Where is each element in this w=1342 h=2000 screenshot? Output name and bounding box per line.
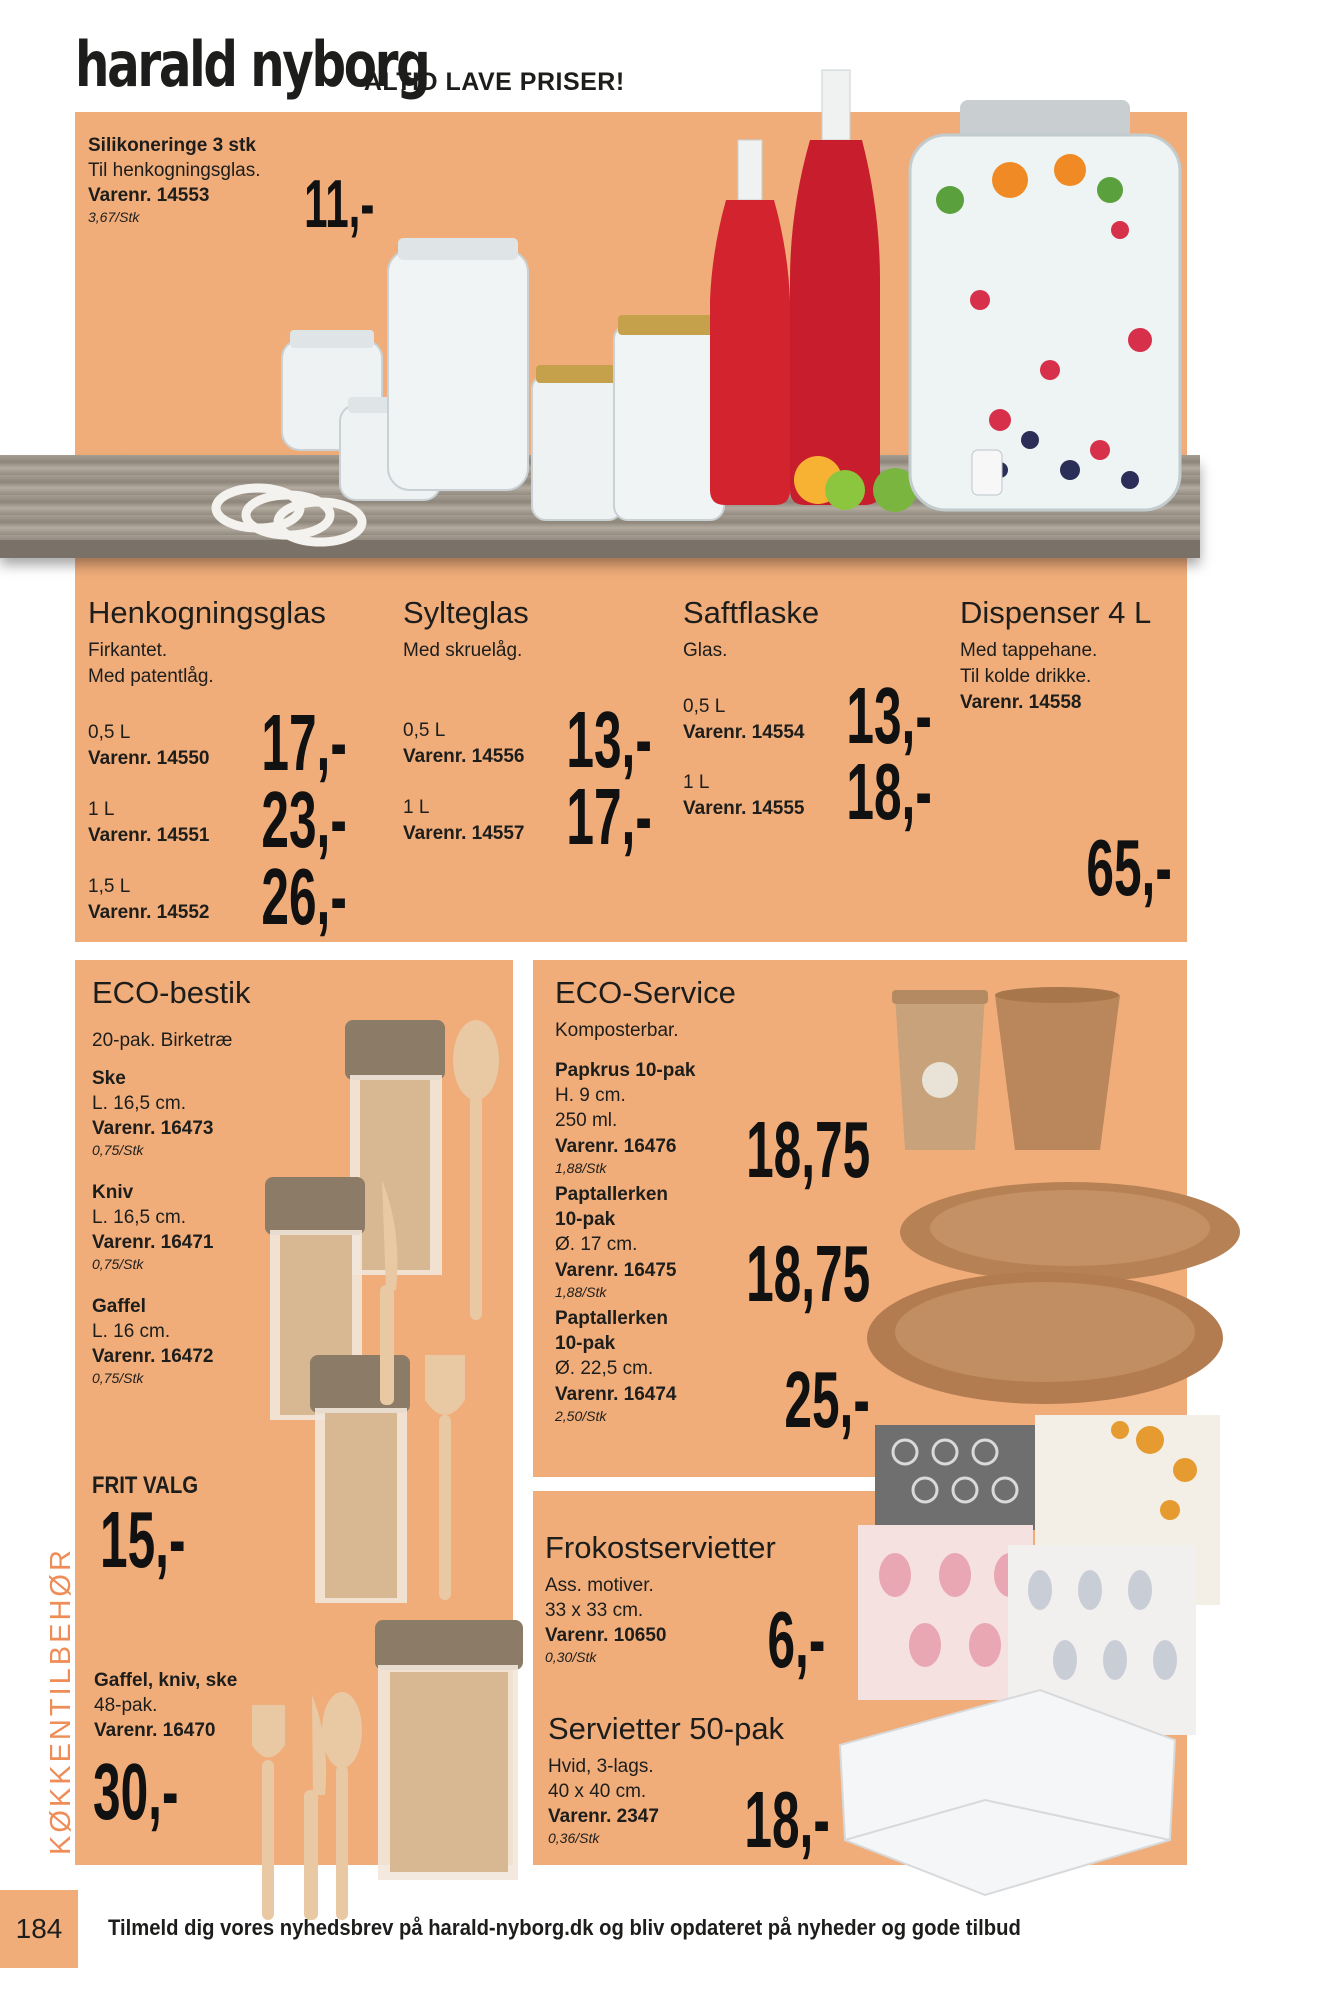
henkogningsglas-price-1: 17,- — [261, 698, 347, 787]
eco-bestik-kniv-size: L. 16,5 cm. — [92, 1207, 186, 1228]
saftflaske-price-2: 18,- — [846, 747, 932, 836]
eco-bestik-gaffel-varenr: Varenr. 16472 — [92, 1346, 214, 1367]
servietter-desc-1: Hvid, 3-lags. — [548, 1756, 654, 1777]
sylteglas-desc: Med skruelåg. — [403, 640, 523, 661]
combo-varenr: Varenr. 16470 — [94, 1720, 216, 1741]
newsletter-footer: Tilmeld dig vores nyhedsbrev på harald-nyborg.dk og bliv opdateret på nyheder og gode tilbud — [108, 1915, 1021, 1940]
eco-bestik-ske-varenr: Varenr. 16473 — [92, 1118, 214, 1139]
tallerken-small-diameter: Ø. 17 cm. — [555, 1234, 638, 1255]
side-category-label: KØKKENTILBEHØR — [45, 1547, 77, 1855]
saftflaske-varenr-1: Varenr. 14554 — [683, 722, 805, 743]
frokost-varenr: Varenr. 10650 — [545, 1625, 667, 1646]
henkogningsglas-size-1: 0,5 L — [88, 722, 131, 743]
papkrus-varenr: Varenr. 16476 — [555, 1136, 677, 1157]
silikoneringe-price: 11,- — [303, 166, 374, 242]
combo-desc: 48-pak. — [94, 1695, 158, 1716]
dispenser-title: Dispenser 4 L — [960, 595, 1152, 630]
henkogningsglas-size-3: 1,5 L — [88, 876, 131, 897]
eco-bestik-ske-unit: 0,75/Stk — [92, 1142, 144, 1158]
henkogningsglas-title: Henkogningsglas — [88, 595, 326, 630]
henkogningsglas-varenr-3: Varenr. 14552 — [88, 902, 210, 923]
combo-name: Gaffel, kniv, ske — [94, 1670, 238, 1691]
tallerken-small-unit: 1,88/Stk — [555, 1284, 607, 1300]
napkin-pattern-grey-image — [875, 1425, 1035, 1530]
frokost-price: 6,- — [767, 1595, 825, 1684]
eco-bestik-gaffel-name: Gaffel — [92, 1296, 146, 1317]
dispenser-desc-1: Med tappehane. — [960, 640, 1098, 661]
brand-tagline: -ALTID LAVE PRISER! — [355, 68, 625, 96]
eco-bestik-desc: 20-pak. Birketræ — [92, 1030, 233, 1051]
servietter-unit: 0,36/Stk — [548, 1830, 600, 1846]
tallerken-small-varenr: Varenr. 16475 — [555, 1260, 677, 1281]
servietter-desc-2: 40 x 40 cm. — [548, 1781, 647, 1802]
saftflaske-varenr-2: Varenr. 14555 — [683, 798, 805, 819]
sylteglas-size-2: 1 L — [403, 797, 430, 818]
servietter-title: Servietter 50-pak — [548, 1711, 785, 1746]
frokost-title: Frokostservietter — [545, 1530, 776, 1565]
saftflaske-title: Saftflaske — [683, 595, 820, 630]
white-napkins-stack-image — [840, 1690, 1175, 1895]
henkogningsglas-price-2: 23,- — [261, 775, 347, 864]
henkogningsglas-varenr-1: Varenr. 14550 — [88, 748, 210, 769]
papkrus-price: 18,75 — [745, 1105, 870, 1194]
silikoneringe-unit-price: 3,67/Stk — [88, 209, 140, 225]
tallerken-small-name-2: 10-pak — [555, 1209, 616, 1230]
tallerken-large-unit: 2,50/Stk — [555, 1408, 607, 1424]
papkrus-volume: 250 ml. — [555, 1110, 618, 1131]
eco-bestik-kniv-varenr: Varenr. 16471 — [92, 1232, 214, 1253]
tallerken-large-diameter: Ø. 22,5 cm. — [555, 1358, 654, 1379]
page-number: 184 — [0, 1890, 78, 1968]
saftflaske-size-1: 0,5 L — [683, 696, 726, 717]
eco-bestik-ske-name: Ske — [92, 1068, 126, 1089]
eco-bestik-kniv-unit: 0,75/Stk — [92, 1256, 144, 1272]
henkogningsglas-desc-1: Firkantet. — [88, 640, 168, 661]
dispenser-price: 65,- — [1086, 823, 1172, 912]
papkrus-name: Papkrus 10-pak — [555, 1060, 696, 1081]
sylteglas-price-1: 13,- — [566, 695, 652, 784]
tallerken-large-varenr: Varenr. 16474 — [555, 1384, 677, 1405]
henkogningsglas-desc-2: Med patentlåg. — [88, 666, 214, 687]
sylteglas-price-2: 17,- — [566, 772, 652, 861]
saftflaske-price-1: 13,- — [846, 671, 932, 760]
eco-bestik-price: 15,- — [100, 1495, 186, 1584]
saftflaske-desc: Glas. — [683, 640, 728, 661]
tallerken-large-price: 25,- — [784, 1355, 870, 1444]
eco-bestik-kniv-name: Kniv — [92, 1182, 134, 1203]
sylteglas-varenr-2: Varenr. 14557 — [403, 823, 525, 844]
servietter-price: 18,- — [744, 1775, 830, 1864]
papkrus-height: H. 9 cm. — [555, 1085, 626, 1106]
eco-bestik-title: ECO-bestik — [92, 975, 251, 1010]
papkrus-unit: 1,88/Stk — [555, 1160, 607, 1176]
tallerken-small-name-1: Paptallerken — [555, 1184, 668, 1205]
henkogningsglas-size-2: 1 L — [88, 799, 115, 820]
frokost-desc-1: Ass. motiver. — [545, 1575, 654, 1596]
frokost-unit: 0,30/Stk — [545, 1649, 597, 1665]
henkogningsglas-price-3: 26,- — [261, 852, 347, 941]
tallerken-small-price: 18,75 — [745, 1229, 870, 1318]
brand-logo: harald nyborg — [75, 28, 429, 101]
saftflaske-size-2: 1 L — [683, 772, 710, 793]
frokost-desc-2: 33 x 33 cm. — [545, 1600, 644, 1621]
eco-service-title: ECO-Service — [555, 975, 736, 1010]
tallerken-large-name-2: 10-pak — [555, 1333, 616, 1354]
silikoneringe-title: Silikoneringe 3 stk — [88, 135, 256, 156]
silikoneringe-varenr: Varenr. 14553 — [88, 185, 210, 206]
eco-bestik-gaffel-unit: 0,75/Stk — [92, 1370, 144, 1386]
eco-bestik-ske-size: L. 16,5 cm. — [92, 1093, 186, 1114]
sylteglas-size-1: 0,5 L — [403, 720, 446, 741]
sylteglas-title: Sylteglas — [403, 595, 529, 630]
napkin-pattern-pink-image — [858, 1525, 1033, 1700]
combo-price: 30,- — [93, 1747, 179, 1836]
servietter-varenr: Varenr. 2347 — [548, 1806, 659, 1827]
tallerken-large-name-1: Paptallerken — [555, 1308, 668, 1329]
eco-service-desc: Komposterbar. — [555, 1020, 679, 1041]
dispenser-varenr: Varenr. 14558 — [960, 692, 1082, 713]
eco-bestik-gaffel-size: L. 16 cm. — [92, 1321, 171, 1342]
henkogningsglas-varenr-2: Varenr. 14551 — [88, 825, 210, 846]
dispenser-desc-2: Til kolde drikke. — [960, 666, 1092, 687]
frit-valg-label: FRIT VALG — [92, 1472, 199, 1499]
sylteglas-varenr-1: Varenr. 14556 — [403, 746, 525, 767]
silikoneringe-desc: Til henkogningsglas. — [88, 160, 261, 181]
